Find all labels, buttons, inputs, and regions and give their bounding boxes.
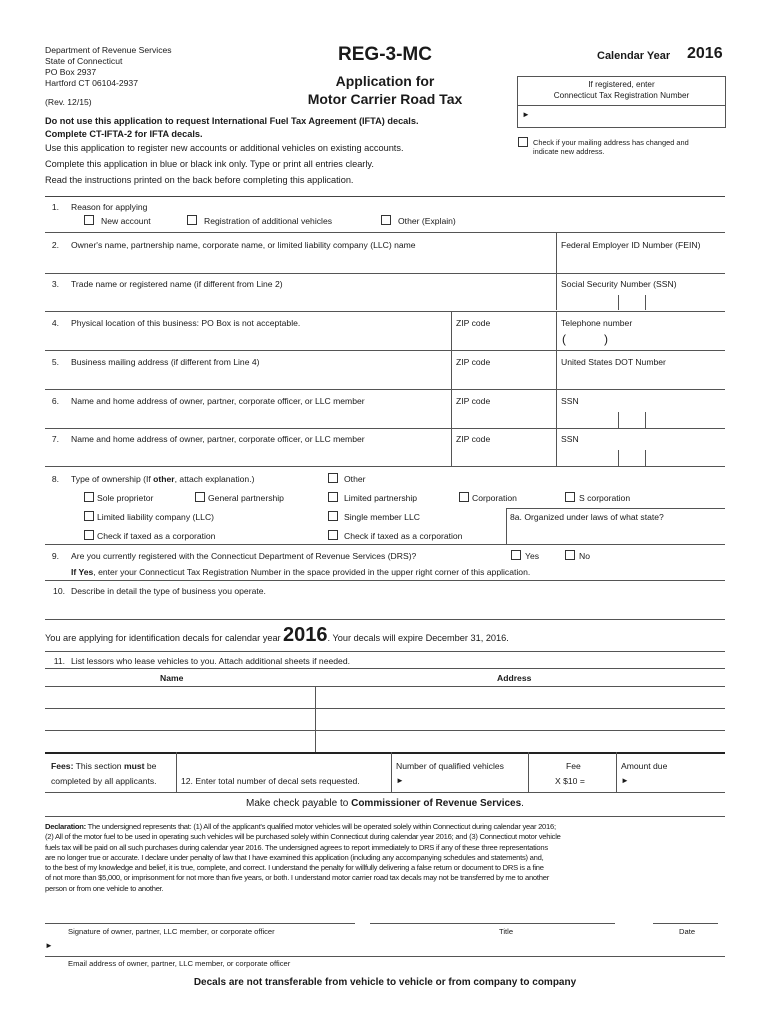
drs-note-bold: If Yes (71, 567, 94, 577)
form-id: REG-3-MC (338, 44, 432, 65)
title-field[interactable] (370, 905, 615, 923)
corporation-label: Corporation (472, 493, 517, 503)
arrow-icon: ► (396, 776, 404, 785)
decal-year-post: . Your decals will expire December 31, 2016. (327, 633, 509, 643)
zip-label: ZIP code (456, 434, 491, 444)
dept-city: Hartford CT 06104-2937 (45, 78, 138, 88)
declaration-line: (2) All of the motor fuel to be used in operating such vehicles will be purchased solely within Connecticut during calendar year 2016; and (3) Connecticut motor vehicle (45, 832, 561, 842)
calendar-year: 2016 (687, 45, 723, 62)
declaration-text: The undersigned represents that: (1) All of the applicant's qualified motor vehicles will be operated solely within Connecticut during calendar year 2016; (85, 822, 556, 831)
column-divider (528, 752, 529, 792)
line10-number: 10. (53, 586, 65, 596)
ownership-other-checkbox[interactable] (328, 473, 338, 483)
line2-number: 2. (51, 240, 59, 250)
intro-line2: Complete this application in blue or black ink only. Type or print all entries clearly. (45, 159, 374, 169)
ownership-label-pre: Type of ownership (If (71, 474, 154, 484)
signature-field[interactable] (45, 905, 355, 923)
corporation-checkbox[interactable] (459, 492, 469, 502)
registration-number-input[interactable] (518, 106, 725, 122)
dot-number-label: United States DOT Number (561, 357, 666, 367)
telephone-paren-open: ( (562, 332, 566, 346)
zip-field[interactable] (452, 368, 555, 388)
llc-taxed-corp-checkbox[interactable] (84, 530, 94, 540)
column-divider (391, 752, 392, 792)
lessor-address-field[interactable] (316, 731, 725, 751)
lessor-name-header: Name (160, 673, 184, 683)
physical-location-field[interactable] (45, 329, 450, 349)
drs-registered-note (71, 567, 530, 577)
llc-checkbox[interactable] (84, 511, 94, 521)
row-divider (45, 389, 725, 390)
drs-yes-checkbox[interactable] (511, 550, 521, 560)
fees-bold: Fees: (51, 761, 74, 771)
ownership-label-post: , attach explanation.) (174, 474, 255, 484)
ssn-separator (618, 412, 619, 428)
general-partnership-label: General partnership (208, 493, 284, 503)
line8a-divider (506, 508, 507, 544)
registration-number-header (518, 77, 725, 106)
zip-label: ZIP code (456, 396, 491, 406)
fee-value: X $10 = (555, 776, 585, 786)
declaration-bold: Declaration: (45, 822, 86, 831)
revision-date: (Rev. 12/15) (45, 97, 92, 107)
owner-name-label: Owner's name, partnership name, corporate name, or limited liability company (LLC) name (71, 240, 416, 250)
amount-due-field[interactable] (630, 772, 725, 790)
row-divider (45, 619, 725, 620)
line5-number: 5. (51, 357, 59, 367)
single-member-llc-checkbox[interactable] (328, 511, 338, 521)
ifta-instruction: Complete CT-IFTA-2 for IFTA decals. (45, 129, 203, 139)
ssn-label: SSN (561, 396, 579, 406)
ssn-separator (645, 450, 646, 466)
business-type-field[interactable] (45, 598, 725, 618)
additional-vehicles-label: Registration of additional vehicles (204, 216, 333, 226)
owner-address-field[interactable] (45, 445, 450, 465)
new-account-checkbox[interactable] (84, 215, 94, 225)
smllc-taxed-corp-checkbox[interactable] (328, 530, 338, 540)
ssn-label: Social Security Number (SSN) (561, 279, 677, 289)
drs-no-checkbox[interactable] (565, 550, 575, 560)
telephone-label: Telephone number (561, 318, 633, 328)
intro-line1: Use this application to register new accounts or additional vehicles on existing accounts. (45, 143, 404, 153)
llc-taxed-corp-label: Check if taxed as a corporation (97, 531, 216, 541)
mailing-address-field[interactable] (45, 368, 450, 388)
title-caption: Title (499, 927, 514, 936)
fees-note-line2: completed by all applicants. (51, 776, 157, 786)
line9-number: 9. (51, 551, 59, 561)
row-divider (45, 311, 725, 312)
fein-field[interactable] (557, 250, 725, 272)
line8a-label: 8a. Organized under laws of what state? (510, 512, 664, 522)
registration-number-box[interactable] (517, 76, 726, 128)
signature-caption: Signature of owner, partner, LLC member, or corporate officer (68, 927, 275, 936)
zip-label: ZIP code (456, 357, 491, 367)
reg-box-line2: Connecticut Tax Registration Number (553, 91, 690, 100)
decal-year-pre: You are applying for identification decals for calendar year (45, 633, 281, 643)
row-divider (45, 668, 725, 669)
line6-number: 6. (51, 396, 59, 406)
declaration-line: of not more than $5,000, or imprisonment for not more than five years, or both. I understand motor carrier road tax decals may not be transferred by me to another (45, 873, 549, 883)
limited-partnership-label: Limited partnership (344, 493, 418, 503)
signature-line (45, 923, 355, 924)
sole-proprietor-label: Sole proprietor (97, 493, 154, 503)
dot-number-field[interactable] (557, 368, 725, 388)
drs-no-label: No (579, 551, 590, 561)
fees-text-b: be (144, 761, 157, 771)
single-member-llc-label: Single member LLC (344, 512, 420, 522)
fees-text-a: This section (73, 761, 124, 771)
zip-field[interactable] (452, 407, 555, 427)
declaration-line: are no longer true or accurate. I declare under penalty of law that I have examined this application (including any accompanying schedules and statements) and, (45, 852, 544, 862)
email-field[interactable] (55, 940, 725, 956)
dept-name: Department of Revenue Services (45, 45, 172, 55)
lessor-address-field[interactable] (316, 709, 725, 729)
line8a-top-rule (506, 508, 725, 509)
decal-year-statement (45, 624, 509, 648)
drs-yes-label: Yes (525, 551, 540, 561)
business-type-label: Describe in detail the type of business you operate. (71, 586, 266, 596)
ownership-other-label: Other (344, 474, 366, 484)
email-caption: Email address of owner, partner, LLC member, or corporate officer (68, 959, 291, 968)
other-reason-label: Other (Explain) (398, 216, 456, 226)
decal-sets-label: 12. Enter total number of decal sets requested. (181, 776, 360, 786)
line3-number: 3. (51, 279, 59, 289)
form-title-line2: Motor Carrier Road Tax (307, 91, 463, 107)
address-change-checkbox[interactable] (518, 137, 528, 147)
dept-state: State of Connecticut (45, 56, 123, 66)
section-divider (45, 196, 725, 197)
section-divider (45, 752, 725, 754)
footer-notice: Decals are not transferable from vehicle to vehicle or from company to company (193, 977, 577, 988)
fee-label: Fee (566, 761, 581, 771)
s-corporation-label: S corporation (579, 493, 631, 503)
row-divider (45, 273, 725, 274)
fees-must: must (123, 761, 145, 771)
declaration-line: to the best of my knowledge and belief, it is true, complete, and correct. I understand the penalty for willfully delivering a false return or document to DRS is a fine (45, 863, 544, 873)
row-divider (45, 651, 725, 652)
declaration-block (45, 822, 725, 894)
owner-name-field[interactable] (45, 250, 555, 272)
fees-note-line1 (51, 761, 156, 771)
sole-proprietor-checkbox[interactable] (84, 492, 94, 502)
s-corporation-checkbox[interactable] (565, 492, 575, 502)
owner-address-label: Name and home address of owner, partner, corporate officer, or LLC member (71, 396, 365, 406)
ssn-field[interactable] (557, 445, 725, 465)
line1-number: 1. (51, 202, 59, 212)
title-line (370, 923, 615, 924)
qualified-vehicles-field[interactable] (405, 772, 525, 790)
declaration-line: person or from one vehicle to another. (45, 883, 164, 893)
limited-partnership-checkbox[interactable] (328, 492, 338, 502)
payable-post: . (521, 798, 524, 809)
line8-number: 8. (51, 474, 59, 484)
arrow-icon: ► (621, 776, 629, 785)
llc-label: Limited liability company (LLC) (97, 512, 215, 522)
ssn-separator (618, 450, 619, 466)
lessors-label: List lessors who lease vehicles to you. Attach additional sheets if needed. (71, 656, 350, 666)
state-organized-field[interactable] (508, 523, 725, 543)
row-divider (45, 816, 725, 817)
telephone-paren-close: ) (604, 332, 608, 346)
reg-box-line1: If registered, enter (588, 80, 655, 89)
decal-year: 2016 (283, 624, 328, 646)
zip-label: ZIP code (456, 318, 491, 328)
row-divider (45, 466, 725, 467)
date-field[interactable] (653, 905, 718, 923)
line7-number: 7. (51, 434, 59, 444)
new-account-label: New account (101, 216, 151, 226)
trade-name-field[interactable] (45, 290, 555, 310)
lessor-address-header: Address (497, 673, 532, 683)
qualified-vehicles-label: Number of qualified vehicles (396, 761, 504, 771)
column-divider (176, 752, 177, 792)
lessor-name-field[interactable] (45, 709, 314, 729)
email-line (45, 956, 725, 957)
physical-location-label: Physical location of this business: PO Box is not acceptable. (71, 318, 301, 328)
date-line (653, 923, 718, 924)
lessor-name-field[interactable] (45, 731, 314, 751)
lessor-name-field[interactable] (45, 687, 314, 707)
row-divider (45, 232, 725, 233)
other-reason-checkbox[interactable] (381, 215, 391, 225)
drs-note-rest: , enter your Connecticut Tax Registration Number in the space provided in the upper right corner of this application. (93, 567, 531, 577)
ssn-label: SSN (561, 434, 579, 444)
arrow-icon: ► (522, 110, 530, 119)
dept-pobox: PO Box 2937 (45, 67, 97, 77)
address-change-line1: Check if your mailing address has changed and (533, 138, 689, 147)
payable-statement (0, 798, 770, 809)
calendar-year-label: Calendar Year (597, 50, 671, 62)
payable-pre: Make check payable to (246, 798, 352, 809)
ownership-type-label (71, 474, 254, 484)
ssn-separator (645, 412, 646, 428)
owner-address-label: Name and home address of owner, partner, corporate officer, or LLC member (71, 434, 365, 444)
ssn-separator (645, 295, 646, 310)
ssn-separator (618, 295, 619, 310)
ssn-field[interactable] (557, 407, 725, 427)
zip-field[interactable] (452, 445, 555, 465)
date-caption: Date (679, 927, 696, 936)
line1-label: Reason for applying (71, 202, 148, 212)
arrow-icon: ► (45, 941, 53, 950)
declaration-line: fuels tax will be paid on all such purchases during calendar year 2016. The undersigned agrees to report immediately to DRS if any of these three representations (45, 842, 548, 852)
fein-label: Federal Employer ID Number (FEIN) (561, 240, 701, 250)
declaration-line (45, 822, 725, 832)
column-divider (616, 752, 617, 792)
address-change-line2: indicate new address. (533, 147, 605, 156)
line11-number: 11. (53, 656, 65, 666)
ssn-field[interactable] (557, 290, 725, 310)
row-divider (45, 544, 725, 545)
amount-due-label: Amount due (621, 761, 668, 771)
drs-registered-question: Are you currently registered with the Connecticut Department of Revenue Services (DRS)? (71, 551, 417, 561)
ifta-warning: Do not use this application to request International Fuel Tax Agreement (IFTA) decals. (45, 116, 419, 126)
row-divider (45, 792, 725, 793)
row-divider (45, 350, 725, 351)
ownership-label-bold: other (153, 474, 175, 484)
mailing-address-label: Business mailing address (if different from Line 4) (71, 357, 260, 367)
row-divider (45, 580, 725, 581)
trade-name-label: Trade name or registered name (if different from Line 2) (71, 279, 283, 289)
intro-line3: Read the instructions printed on the back before completing this application. (45, 175, 354, 185)
zip-field[interactable] (452, 329, 555, 349)
telephone-field[interactable] (557, 329, 725, 349)
line4-number: 4. (51, 318, 59, 328)
lessor-address-field[interactable] (316, 687, 725, 707)
additional-vehicles-checkbox[interactable] (187, 215, 197, 225)
row-divider (45, 428, 725, 429)
owner-address-field[interactable] (45, 407, 450, 427)
payee-name: Commissioner of Revenue Services (351, 798, 522, 809)
smllc-taxed-corp-label: Check if taxed as a corporation (344, 531, 463, 541)
general-partnership-checkbox[interactable] (195, 492, 205, 502)
form-title-line1: Application for (335, 73, 435, 89)
